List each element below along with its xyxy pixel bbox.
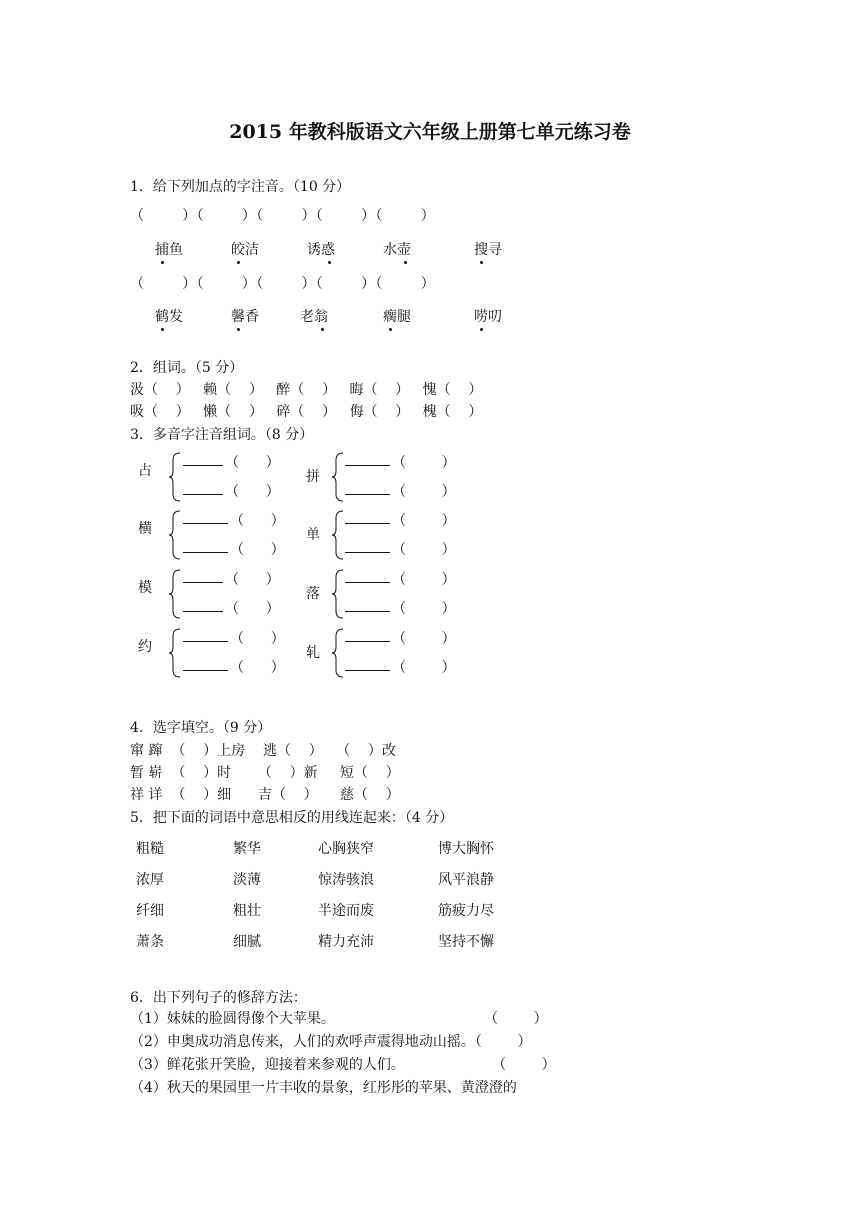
q3-right-paren: （ ） — [392, 601, 456, 617]
q3-right-char: 单 — [306, 527, 320, 543]
q3-left-paren: （ ） — [230, 542, 285, 558]
q1-word-1: 捕鱼 — [155, 239, 183, 259]
answer-blank — [183, 641, 228, 642]
q3-right-char: 落 — [306, 586, 320, 602]
answer-blank — [183, 670, 228, 671]
q3-left-char: 约 — [138, 639, 152, 655]
answer-blank — [345, 641, 390, 642]
q1-word-8: 老翁 — [300, 306, 328, 326]
q6-sentence-1: （1）妹妹的脸圆得像个大苹果。 — [130, 1011, 335, 1027]
q3-right-paren: （ ） — [392, 631, 456, 647]
q6-answer-1: （ ） — [484, 1011, 548, 1027]
q5-word: 坚持不懈 — [438, 934, 494, 950]
answer-blank — [183, 494, 223, 495]
q3-heading: 3．多音字注音组词。（8 分） — [130, 427, 314, 443]
q3-right-paren: （ ） — [392, 513, 456, 529]
q1-word-4: 水壶 — [383, 239, 411, 259]
q3-left-brace — [168, 628, 182, 678]
q6-sentence-2: （2）申奥成功消息传来，人们的欢呼声震得地动山摇。（ ） — [130, 1034, 532, 1050]
answer-blank — [345, 523, 390, 524]
q1-heading: 1．给下列加点的字注音。（10 分） — [130, 179, 351, 195]
q2-row1: 汲（ ） 赖（ ） 醉（ ） 晦（ ） 愧（ ） — [130, 382, 483, 398]
q5-word: 惊涛骇浪 — [318, 872, 374, 888]
q3-right-char: 轧 — [306, 645, 320, 661]
answer-blank — [345, 465, 390, 466]
q3-right-paren: （ ） — [392, 660, 456, 676]
q5-word: 繁华 — [233, 841, 261, 857]
q5-word: 精力充沛 — [318, 934, 374, 950]
q1-word-6: 鹤发 — [155, 306, 183, 326]
q5-word: 萧条 — [136, 934, 164, 950]
q2-row2: 吸（ ） 懒（ ） 碎（ ） 侮（ ） 槐（ ） — [130, 404, 483, 420]
q1-word-5: 搜寻 — [474, 239, 502, 259]
q5-word: 粗壮 — [233, 903, 261, 919]
q4-heading: 4．选字填空。（9 分） — [130, 720, 272, 736]
answer-blank — [345, 670, 390, 671]
q1-word-7: 馨香 — [231, 306, 259, 326]
q5-word: 纤细 — [136, 903, 164, 919]
q5-heading: 5．把下面的词语中意思相反的用线连起来：（4 分） — [130, 810, 454, 826]
q3-left-char: 模 — [138, 580, 152, 596]
answer-blank — [183, 465, 223, 466]
q4-row3: 祥 详 （ ）细 吉（ ） 慈（ ） — [130, 787, 400, 803]
answer-blank — [183, 611, 223, 612]
q3-left-brace — [168, 569, 182, 619]
q5-word: 筋疲力尽 — [438, 903, 494, 919]
q1-paren-row1: （ ）（ ）（ ）（ ）（ ） — [130, 208, 436, 224]
q1-paren-row2: （ ）（ ）（ ）（ ）（ ） — [130, 276, 436, 292]
q3-left-paren: （ ） — [230, 631, 285, 647]
q3-right-brace — [331, 452, 345, 502]
q3-right-paren: （ ） — [392, 484, 456, 500]
q3-left-paren: （ ） — [225, 455, 280, 471]
q1-word-2: 皎洁 — [231, 239, 259, 259]
q6-sentence-3: （3）鲜花张开笑脸，迎接着来参观的人们。 — [130, 1057, 405, 1073]
page-title: 2015 年教科版语文六年级上册第七单元练习卷 — [229, 121, 631, 143]
q3-right-char: 拼 — [306, 469, 320, 485]
q3-left-paren: （ ） — [225, 572, 280, 588]
answer-blank — [183, 582, 223, 583]
q3-left-paren: （ ） — [230, 660, 285, 676]
q5-word: 细腻 — [233, 934, 261, 950]
q4-row1: 窜 蹿 （ ）上房 逃（ ） （ ）改 — [130, 743, 396, 759]
q3-left-paren: （ ） — [225, 601, 280, 617]
answer-blank — [345, 582, 390, 583]
answer-blank — [345, 552, 390, 553]
q6-heading: 6．出下列句子的修辞方法： — [130, 990, 307, 1006]
q3-right-paren: （ ） — [392, 542, 456, 558]
answer-blank — [345, 494, 390, 495]
answer-blank — [183, 552, 228, 553]
q1-word-3: 诱惑 — [307, 239, 335, 259]
answer-blank — [345, 611, 390, 612]
q2-heading: 2．组词。（5 分） — [130, 360, 244, 376]
q3-right-brace — [331, 569, 345, 619]
q3-right-paren: （ ） — [392, 455, 456, 471]
q1-word-10: 唠叨 — [474, 306, 502, 326]
q3-left-brace — [168, 452, 182, 502]
q5-word: 心胸狭窄 — [318, 841, 374, 857]
q5-word: 博大胸怀 — [438, 841, 494, 857]
q5-word: 半途而废 — [318, 903, 374, 919]
q3-left-char: 横 — [138, 521, 152, 537]
q6-sentence-4: （4）秋天的果园里一片丰收的景象，红彤彤的苹果、黄澄澄的 — [130, 1080, 517, 1096]
q5-word: 浓厚 — [136, 872, 164, 888]
q3-left-paren: （ ） — [230, 513, 285, 529]
q5-word: 粗糙 — [136, 841, 164, 857]
answer-blank — [183, 523, 228, 524]
q3-right-paren: （ ） — [392, 572, 456, 588]
q3-right-brace — [331, 628, 345, 678]
q1-word-9: 瘸腿 — [383, 306, 411, 326]
q5-word: 风平浪静 — [438, 872, 494, 888]
q6-answer-3: （ ） — [492, 1057, 556, 1073]
q5-word: 淡薄 — [233, 872, 261, 888]
q3-left-char: 占 — [138, 463, 152, 479]
q4-row2: 暂 崭 （ ）时 （ ）新 短（ ） — [130, 765, 400, 781]
q3-left-paren: （ ） — [225, 484, 280, 500]
q3-left-brace — [168, 510, 182, 560]
q3-right-brace — [331, 510, 345, 560]
